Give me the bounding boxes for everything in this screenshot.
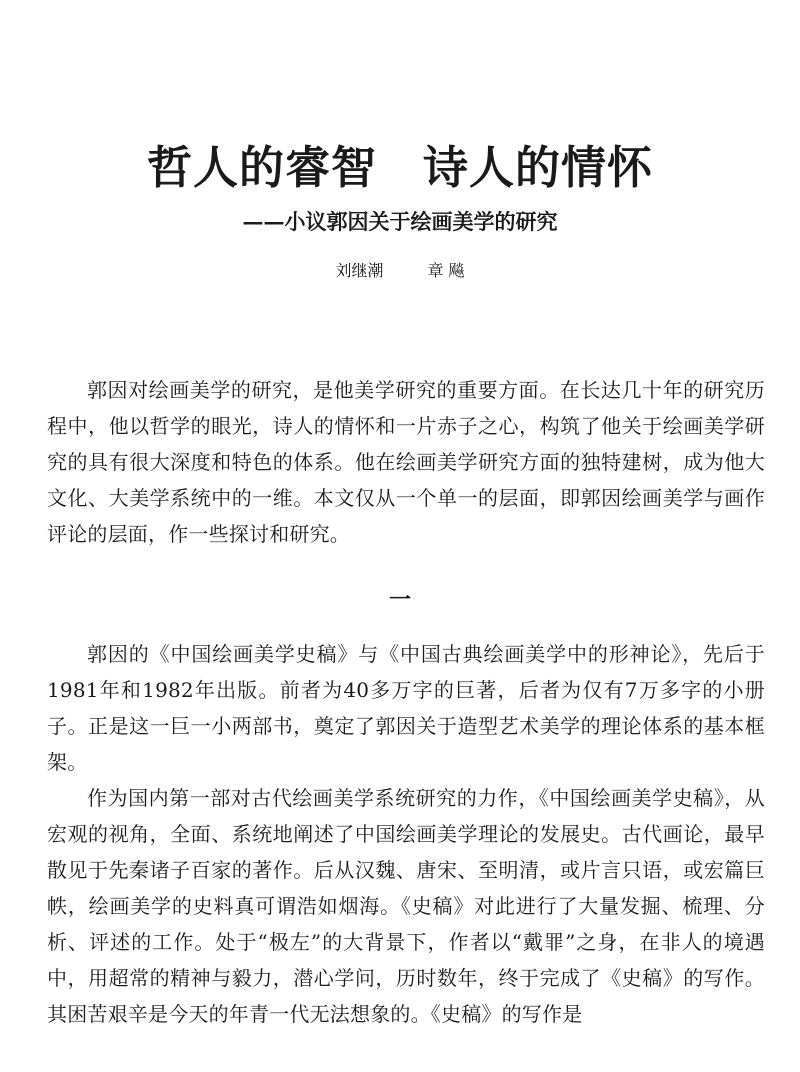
article-title — [0, 138, 800, 198]
section-heading: 一 — [388, 587, 411, 613]
intro-paragraph: 郭因对绘画美学的研究，是他美学研究的重要方面。在长达几十年的研究历程中，他以哲学的眼光，诗人的情怀和一片赤子之心，构筑了他关于绘画美学研究的具有很大深度和特色的体系。他在绘画美学研究方面的独特建树，成为他大文化、大美学系统中的一维。本文仅从一个单一的层面，即郭因绘画美学与画作评论的层面，作一些探讨和研究。 — [47, 378, 765, 546]
title-part-2: 诗人的情怀 — [423, 141, 654, 194]
author-1: 刘继潮 — [335, 261, 384, 280]
article-authors — [0, 259, 800, 283]
title-part-1: 哲人的睿智 — [146, 141, 377, 194]
author-2: 章 飚 — [427, 261, 465, 280]
article-subtitle: ——小议郭因关于绘画美学的研究 — [242, 209, 558, 234]
section-1-body — [47, 636, 765, 1032]
body-paragraph: 作为国内第一部对古代绘画美学系统研究的力作，《中国绘画美学史稿》，从宏观的视角，全面、系统地阐述了中国绘画美学理论的发展史。古代画论，最早散见于先秦诸子百家的著作。后从汉魏、唐宋、至明清，或片言只语，或宏篇巨帙，绘画美学的史料真可谓浩如烟海。《史稿》对此进行了大量发掘、梳理、分析、评述的工作。处于“极左”的大背景下，作者以“戴罪”之身，在非人的境遇中，用超常的精神与毅力，潜心学问，历时数年，终于完成了《史稿》的写作。其困苦艰辛是今天的年青一代无法想象的。《史稿》的写作是 — [47, 786, 765, 1026]
body-paragraph: 郭因的《中国绘画美学史稿》与《中国古典绘画美学中的形神论》，先后于1981年和1982年出版。前者为40多万字的巨著，后者为仅有7万多字的小册子。正是这一巨一小两部书，奠定了郭因关于造型艺术美学的理论体系的基本框架。 — [47, 642, 765, 774]
intro-section — [47, 372, 765, 552]
